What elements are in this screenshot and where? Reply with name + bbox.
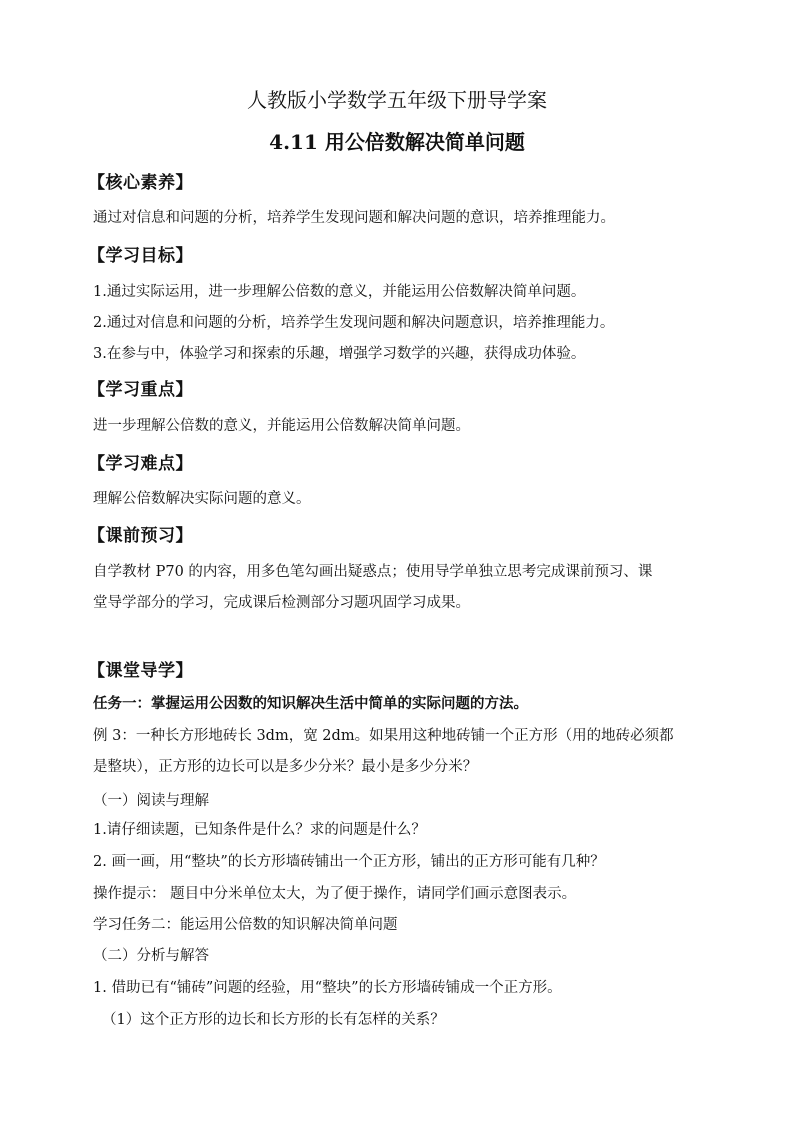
question-2: 2. 画一画，用“整块”的长方形墙砖铺出一个正方形，铺出的正方形可能有几种？ (93, 854, 605, 870)
example-line-1: 例 3：一种长方形地砖长 3dm，宽 2dm。如果用这种地砖铺一个正方形（用的地砖必须都 (93, 728, 674, 744)
heading-preview: 【课前预习】 (88, 526, 193, 546)
heading-key: 【学习重点】 (88, 380, 193, 400)
heading-core: 【核心素养】 (88, 173, 193, 193)
task-two: 学习任务二：能运用公倍数的知识解决简单问题 (93, 917, 398, 933)
heading-difficulty: 【学习难点】 (88, 454, 193, 474)
part-one-heading: （一）阅读与理解 (93, 793, 209, 809)
goal-item-3: 3.在参与中，体验学习和探索的乐趣，增强学习数学的兴趣，获得成功体验。 (93, 346, 586, 362)
operation-hint: 操作提示： 题目中分米单位太大，为了便于操作，请同学们画示意图表示。 (93, 886, 577, 902)
example-line-2: 是整块），正方形的边长可以是多少分米？最小是多少分米？ (93, 759, 478, 775)
preview-line-2: 堂导学部分的学习，完成课后检测部分习题巩固学习成果。 (93, 595, 470, 611)
goal-item-2: 2.通过对信息和问题的分析，培养学生发现问题和解决问题意识，培养推理能力。 (93, 315, 615, 331)
heading-goals: 【学习目标】 (88, 246, 193, 266)
lesson-title: 4.11 用公倍数解决简单问题 (269, 130, 525, 154)
heading-guide: 【课堂导学】 (88, 661, 193, 681)
step-1: 1. 借助已有“铺砖”问题的经验，用“整块”的长方形墙砖铺成一个正方形。 (93, 980, 562, 996)
preview-line-1: 自学教材 P70 的内容，用多色笔勾画出疑惑点；使用导学单独立思考完成课前预习、课 (93, 564, 653, 580)
task-one: 任务一：掌握运用公因数的知识解决生活中简单的实际问题的方法。 (93, 695, 528, 712)
key-text: 进一步理解公倍数的意义，并能运用公倍数解决简单问题。 (93, 418, 470, 434)
step-1-sub: （1）这个正方形的边长和长方形的长有怎样的关系？ (102, 1012, 445, 1028)
question-1: 1.请仔细读题，已知条件是什么？求的问题是什么？ (93, 822, 426, 838)
core-text: 通过对信息和问题的分析，培养学生发现问题和解决问题的意识，培养推理能力。 (93, 210, 615, 226)
document-title: 人教版小学数学五年级下册导学案 (247, 88, 547, 112)
goal-item-1: 1.通过实际运用，进一步理解公倍数的意义，并能运用公倍数解决简单问题。 (93, 284, 586, 300)
difficulty-text: 理解公倍数解决实际问题的意义。 (93, 491, 311, 507)
part-two-heading: （二）分析与解答 (93, 948, 209, 964)
